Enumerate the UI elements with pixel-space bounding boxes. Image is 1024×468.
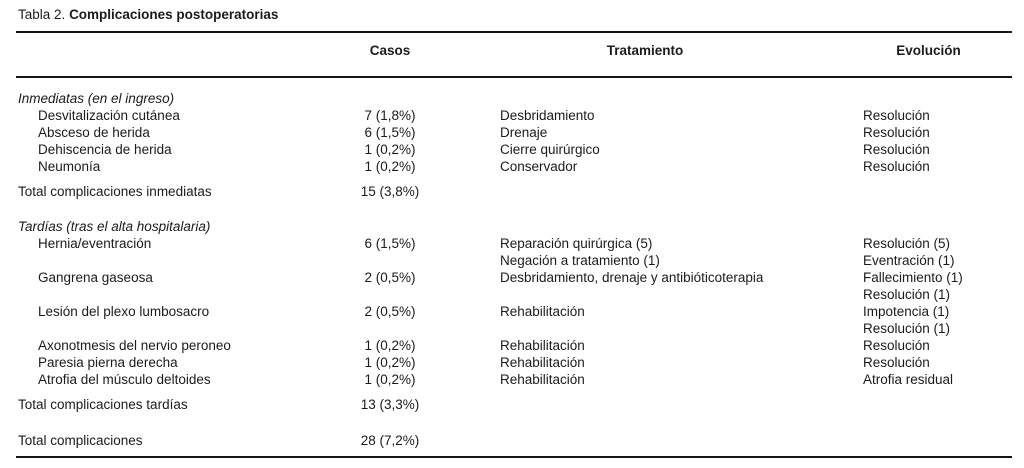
tratamiento-cell bbox=[445, 337, 845, 354]
casos-cell: 6 (1,5%) bbox=[364, 125, 416, 140]
section-header: Inmediatas (en el ingreso) bbox=[18, 91, 175, 106]
tratamiento-cell bbox=[445, 432, 845, 449]
casos-cell: 13 (3,3%) bbox=[360, 397, 420, 412]
cell-line: Rehabilitación bbox=[500, 304, 585, 319]
evolucion-cell bbox=[845, 371, 1012, 388]
casos-column-header: Casos bbox=[369, 43, 411, 58]
table-body bbox=[16, 90, 1012, 449]
tratamiento-cell bbox=[445, 354, 845, 371]
cell-line: Fallecimiento (1) bbox=[863, 270, 963, 285]
casos-cell: 2 (0,5%) bbox=[364, 304, 416, 319]
casos-cell: 1 (0,2%) bbox=[364, 142, 416, 157]
tratamiento-cell bbox=[445, 371, 845, 388]
cell-line: Resolución (5) bbox=[863, 236, 951, 251]
table-number: Tabla 2. bbox=[18, 7, 66, 22]
item-row bbox=[16, 235, 1012, 269]
item-row bbox=[16, 337, 1012, 354]
evolucion-cell bbox=[845, 107, 1012, 124]
tratamiento-cell bbox=[445, 158, 845, 175]
complication-cell: Total complicaciones inmediatas bbox=[18, 184, 212, 199]
evolucion-cell bbox=[845, 269, 1012, 303]
item-row bbox=[16, 269, 1012, 303]
evolucion-cell bbox=[845, 337, 1012, 354]
casos-cell: 1 (0,2%) bbox=[364, 372, 416, 387]
total-row bbox=[16, 183, 1012, 200]
evolucion-column-header: Evolución bbox=[896, 43, 961, 58]
item-row bbox=[16, 354, 1012, 371]
tratamiento-cell bbox=[445, 396, 845, 413]
cell-line: Resolución bbox=[863, 125, 930, 140]
casos-cell: 6 (1,5%) bbox=[364, 236, 416, 251]
cell-line: Conservador bbox=[500, 159, 578, 174]
cell-line: Rehabilitación bbox=[500, 355, 585, 370]
tratamiento-cell bbox=[445, 183, 845, 200]
header-rule bbox=[16, 76, 1012, 78]
table-container bbox=[16, 0, 1012, 458]
complication-cell: Desvitalización cutánea bbox=[38, 108, 180, 123]
item-row bbox=[16, 124, 1012, 141]
complication-cell: Hernia/eventración bbox=[38, 236, 152, 251]
casos-cell: 15 (3,8%) bbox=[360, 184, 420, 199]
cell-line: Resolución bbox=[863, 108, 930, 123]
item-row bbox=[16, 141, 1012, 158]
evolucion-cell bbox=[845, 141, 1012, 158]
cell-line: Cierre quirúrgico bbox=[500, 142, 600, 157]
cell-line: Drenaje bbox=[500, 125, 548, 140]
evolucion-cell bbox=[845, 183, 1012, 200]
cell-line: Resolución bbox=[863, 355, 930, 370]
evolucion-cell bbox=[845, 396, 1012, 413]
casos-cell: 2 (0,5%) bbox=[364, 270, 416, 285]
complication-cell: Axonotmesis del nervio peroneo bbox=[38, 338, 231, 353]
evolucion-cell bbox=[845, 235, 1012, 269]
cell-line: Resolución bbox=[863, 142, 930, 157]
evolucion-cell bbox=[845, 124, 1012, 141]
cell-line: Rehabilitación bbox=[500, 338, 585, 353]
complication-cell: Lesión del plexo lumbosacro bbox=[38, 304, 210, 319]
table-header-row bbox=[16, 33, 1012, 68]
item-row bbox=[16, 158, 1012, 175]
cell-line: Desbridamiento bbox=[500, 108, 595, 123]
cell-line: Resolución bbox=[863, 338, 930, 353]
tratamiento-cell bbox=[445, 235, 845, 269]
casos-cell: 28 (7,2%) bbox=[360, 433, 420, 448]
evolucion-cell bbox=[845, 432, 1012, 449]
complication-cell: Atrofia del músculo deltoides bbox=[38, 372, 211, 387]
casos-cell: 7 (1,8%) bbox=[364, 108, 416, 123]
cell-line: Resolución (1) bbox=[863, 287, 951, 302]
section-header: Tardías (tras el alta hospitalaria) bbox=[18, 219, 211, 234]
table-title-text: Complicaciones postoperatorias bbox=[69, 7, 279, 22]
complication-column-header bbox=[16, 42, 335, 59]
casos-cell: 1 (0,2%) bbox=[364, 338, 416, 353]
evolucion-cell bbox=[845, 303, 1012, 337]
cell-line: Desbridamiento, drenaje y antibióticoterapia bbox=[500, 270, 764, 285]
cell-line: Reparación quirúrgica (5) bbox=[500, 236, 653, 251]
cell-line: Negación a tratamiento (1) bbox=[500, 253, 660, 268]
tratamiento-cell bbox=[445, 107, 845, 124]
item-row bbox=[16, 107, 1012, 124]
cell-line: Eventración (1) bbox=[863, 253, 955, 268]
cell-line: Impotencia (1) bbox=[863, 304, 950, 319]
table-title bbox=[16, 6, 1012, 23]
cell-line: Resolución bbox=[863, 159, 930, 174]
complication-cell: Absceso de herida bbox=[38, 125, 150, 140]
evolucion-cell bbox=[845, 354, 1012, 371]
cell-line: Atrofia residual bbox=[863, 372, 954, 387]
complication-cell: Total complicaciones tardías bbox=[18, 397, 188, 412]
tratamiento-cell bbox=[445, 303, 845, 337]
casos-cell: 1 (0,2%) bbox=[364, 355, 416, 370]
evolucion-cell bbox=[845, 158, 1012, 175]
item-row bbox=[16, 371, 1012, 388]
complication-cell: Neumonía bbox=[38, 159, 101, 174]
tratamiento-cell bbox=[445, 141, 845, 158]
cell-line: Resolución (1) bbox=[863, 321, 951, 336]
complication-cell: Total complicaciones bbox=[18, 433, 143, 448]
cell-line: Rehabilitación bbox=[500, 372, 585, 387]
bottom-rule bbox=[16, 456, 1012, 458]
complication-cell: Dehiscencia de herida bbox=[38, 142, 172, 157]
tratamiento-cell bbox=[445, 124, 845, 141]
tratamiento-cell bbox=[445, 269, 845, 303]
complication-cell: Paresia pierna derecha bbox=[38, 355, 178, 370]
grand-total-row bbox=[16, 432, 1012, 449]
casos-cell: 1 (0,2%) bbox=[364, 159, 416, 174]
item-row bbox=[16, 303, 1012, 337]
tratamiento-column-header: Tratamiento bbox=[606, 43, 684, 58]
total-row bbox=[16, 396, 1012, 413]
complication-cell: Gangrena gaseosa bbox=[38, 270, 153, 285]
